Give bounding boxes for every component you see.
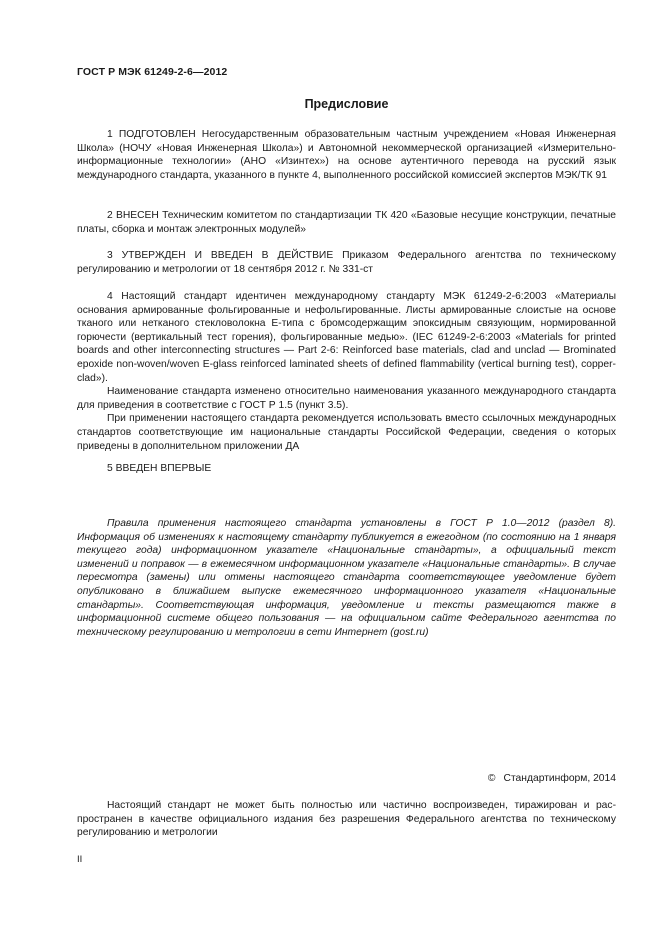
copyright-line [77,772,616,786]
preface-item-2 [77,209,616,236]
reproduction-notice [77,799,616,840]
preface-item-4-text: 4 Настоящий стандарт идентичен международному стандарту МЭК 61249-2-6:2003 «Материалы основания армированные фольгированные и нефольгированные. Листы армированные слоистые на основе тканого или нетканого стекловолокна Е-типа с бромсодержащим эпоксидным связующим, нормированной горючести (вертикальный тест горения), фольгированные медью». (IEC 61249-2-6:2003 «Materials for printed boards and other interconnecting structures — Part 2-6: Reinforced base materials, clad and unclad — Brominated epoxide non-woven/woven E-glass reinforced laminated sheets of defined flammability (vertical burning test), copper-clad»). [77,291,616,384]
preface-item-5-text: 5 ВВЕДЕН ВПЕРВЫЕ [107,463,212,474]
preface-item-4-note-1: Наименование стандарта изменено относительно наименования указанного международного стандарта для приведения в соответствие с ГОСТ Р 1.5 (пункт 3.5). [77,386,616,411]
copyright-icon: © [487,773,496,784]
preface-item-2-text: 2 ВНЕСЕН Техническим комитетом по стандартизации ТК 420 «Базовые несущие конструкции, печатные платы, сборка и монтаж электронных модулей» [77,210,616,235]
rules-notice-text: Правила применения настоящего стандарта установлены в ГОСТ Р 1.0—2012 (раздел 8). Информация об изменениях к настоящему стандарту публикуется в ежегодном (по состоянию на 1 января текущего года) информационном указателе «Национальные стандарты», а официальный текст изменений и поправок — в ежемесячном информационном указателе «Национальные стандарты». В случае пересмотра (замены) или отмены настоящего стандарта соответствующее уведомление будет опубликовано в ближайшем выпуске ежемесячного информационного указателя «Национальные стандарты». Соответствующая информация, уведомление и тексты размещаются также в информационной системе общего пользования — на официальном сайте Федерального агентства по техническому регулированию и метрологии в сети Интернет (gost.ru) [77,518,616,638]
page-title: Предисловие [304,97,389,111]
rules-notice [77,517,616,639]
reproduction-notice-text: Настоящий стандарт не может быть полностью или частично воспроизведен, тиражирован и распространен в качестве официального издания без разрешения Федерального агентства по техническому регулированию и метрологии [77,800,616,839]
preface-item-4 [77,290,616,453]
preface-item-5 [77,462,616,476]
preface-item-1-text: 1 ПОДГОТОВЛЕН Негосударственным образовательным частным учреждением «Новая Инженерная Школа» (НОЧУ «Новая Инженерная Школа») и Автономной некоммерческой организацией «Измерительно-информационные технологии» (АНО «Изинтех») на основе аутентичного перевода на русский язык международного стандарта, указанного в пункте 4, выполненного российской комиссией экспертов МЭК/ТК 91 [77,129,616,181]
preface-item-4-note-2: При применении настоящего стандарта рекомендуется использовать вместо ссылочных международных стандартов соответствующие им национальные стандарты Российской Федерации, сведения о которых приведены в дополнительном приложении ДА [77,413,616,452]
page-number: II [77,854,83,865]
copyright-text: Стандартинформ, 2014 [503,773,616,784]
preface-item-3 [77,249,616,276]
preface-item-3-text: 3 УТВЕРЖДЕН И ВВЕДЕН В ДЕЙСТВИЕ Приказом Федерального агентства по техническому регулированию и метрологии от 18 сентября 2012 г. № 331-ст [77,250,616,275]
preface-item-1 [77,128,616,182]
document-code: ГОСТ Р МЭК 61249-2-6—2012 [77,66,228,78]
